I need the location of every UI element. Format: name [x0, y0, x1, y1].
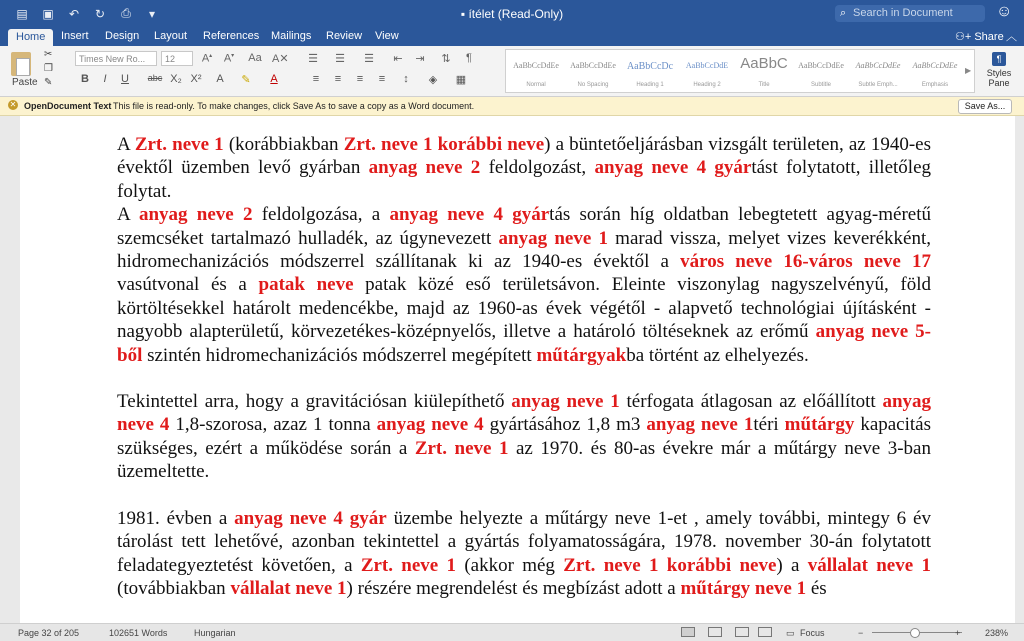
justify-icon[interactable]: ≡: [378, 73, 386, 85]
style-no-spacing[interactable]: AaBbCcDdEe No Spacing: [570, 61, 616, 88]
save-as-button[interactable]: Save As...: [958, 99, 1012, 114]
title-bar: [0, 0, 1024, 27]
redacted-placeholder-text: vállalat neve 1: [230, 577, 347, 599]
outline-view-icon[interactable]: [735, 627, 749, 637]
paragraph[interactable]: [117, 390, 931, 484]
italic-button[interactable]: I: [103, 73, 107, 85]
body-text-run: Tekintettel arra, hogy a gravitációsan kiülepíthető: [117, 391, 512, 413]
body-text-run: ba történt az elhelyezés.: [626, 344, 809, 366]
paste-button[interactable]: Paste: [12, 77, 38, 88]
ribbon: [0, 46, 1024, 97]
body-text-run: (korábbiakban: [223, 134, 344, 155]
font-color-icon[interactable]: A: [270, 73, 278, 85]
collapse-ribbon-icon[interactable]: ︿: [1006, 31, 1017, 43]
document-page[interactable]: [20, 116, 1015, 623]
redacted-placeholder-text: műtárgy: [784, 414, 855, 436]
web-layout-icon[interactable]: [708, 627, 722, 637]
style-normal[interactable]: AaBbCcDdEe Normal: [513, 61, 559, 88]
body-text-run: ) a: [776, 554, 808, 576]
focus-icon[interactable]: ▭: [786, 628, 795, 638]
body-text-run: ) részére megrendelést és megbízást adott a: [346, 577, 681, 599]
tab-review[interactable]: Review: [326, 30, 363, 42]
paragraph[interactable]: [117, 507, 931, 601]
body-text-run: (akkor még: [456, 554, 564, 576]
language[interactable]: Hungarian: [194, 628, 236, 638]
sidebar-icon[interactable]: ▤: [16, 6, 28, 21]
body-text-run: gyártásához 1,8 m3: [483, 414, 647, 436]
highlight-icon[interactable]: ✎: [241, 74, 251, 86]
infobar-message: This file is read-only. To make changes, click Save As to save a copy as a Word document.: [113, 101, 475, 111]
print-icon[interactable]: ⎙: [121, 6, 131, 20]
body-text-run: tás során híg oldatban lebegtetett agyag-méretű szemcséket tartalmazó hulladék, az úgynevezett: [117, 204, 932, 249]
focus-button[interactable]: Focus: [800, 628, 825, 638]
paragraph-spacer: [117, 484, 931, 507]
tab-references[interactable]: References: [203, 30, 260, 42]
draft-view-icon[interactable]: [758, 627, 772, 637]
redacted-placeholder-text: anyag neve 1: [511, 391, 620, 413]
tab-layout[interactable]: Layout: [154, 30, 188, 42]
body-text-run: térfogata átlagosan az előállított: [619, 391, 883, 413]
bullets-icon[interactable]: ☰: [308, 53, 318, 65]
subscript-button[interactable]: X₂: [170, 73, 182, 85]
body-text-run: 1,8-szorosa, azaz 1 tonna: [169, 414, 377, 436]
redacted-placeholder-text: vállalat neve 1: [807, 554, 931, 576]
zoom-out-icon[interactable]: −: [858, 628, 864, 638]
body-text-run: vasútvonal és a: [117, 274, 259, 296]
bold-button[interactable]: B: [81, 73, 89, 85]
status-bar: [0, 623, 1024, 641]
redacted-placeholder-text: anyag neve 5-ből: [117, 321, 931, 366]
tab-mailings[interactable]: Mailings: [271, 30, 312, 42]
body-text-run: feldolgozást,: [480, 157, 595, 179]
change-case-icon[interactable]: Aa: [248, 52, 262, 64]
body-text-run: A: [117, 204, 139, 226]
redacted-placeholder-text: anyag neve 1: [646, 414, 754, 436]
undo-icon[interactable]: ↶: [68, 6, 80, 21]
superscript-button[interactable]: X²: [190, 73, 202, 85]
format-painter-icon[interactable]: ✎: [44, 77, 53, 88]
redacted-placeholder-text: Zrt. neve 1 korábbi neve: [343, 134, 545, 155]
save-icon[interactable]: ▣: [42, 6, 54, 21]
redacted-placeholder-text: Zrt. neve 1: [414, 437, 509, 459]
styles-pane-icon: ¶: [992, 52, 1006, 66]
ribbon-tabs: [0, 27, 1024, 46]
numbering-icon[interactable]: ☰: [335, 53, 345, 65]
font-name-field[interactable]: Times New Ro...: [75, 51, 157, 66]
style-title[interactable]: AaBbC Title: [740, 55, 788, 88]
paragraph-marks-icon[interactable]: ¶: [466, 52, 472, 64]
tab-view[interactable]: View: [375, 30, 399, 42]
body-text-run: tást folytatott, illetőleg folytat.: [117, 157, 932, 202]
share-button[interactable]: ⚇+ Share: [955, 31, 1004, 43]
body-text-run: kapacitás szükséges, ezért a működése során a: [117, 414, 932, 459]
paragraph[interactable]: [117, 203, 931, 367]
sort-icon[interactable]: ⇅: [441, 53, 451, 65]
style-heading-2[interactable]: AaBbCcDdE Heading 2: [685, 61, 729, 88]
borders-icon[interactable]: ▦: [455, 74, 467, 86]
body-text-run: 1981. évben a: [117, 507, 235, 529]
strikethrough-button[interactable]: abc: [147, 73, 163, 83]
tab-design[interactable]: Design: [105, 30, 140, 42]
redacted-placeholder-text: anyag neve 4 gyár: [594, 157, 752, 179]
underline-button[interactable]: U: [121, 73, 129, 85]
style-emphasis[interactable]: AaBbCcDdEe Emphasis: [912, 61, 958, 88]
redacted-placeholder-text: anyag neve 4 gyár: [389, 204, 550, 226]
body-text-run: üzembe helyezte a műtárgy neve 1-et , amely további, mintegy 6 év tárolást tett lehetővé, azonban tekintettel a gyártás folyamatosságára, 1978. november 30-án folytatott feladategyeztetést követően, a: [117, 507, 931, 576]
body-text-run: feldolgozása, a: [252, 204, 390, 226]
gallery-more-icon[interactable]: ▶: [965, 66, 972, 75]
style-subtitle[interactable]: AaBbCcDdEe Subtitle: [798, 61, 844, 88]
align-right-icon[interactable]: ≡: [356, 73, 364, 85]
copy-icon[interactable]: ❐: [44, 63, 53, 74]
text-effects-icon[interactable]: A: [216, 73, 224, 85]
redacted-placeholder-text: anyag neve 4: [117, 391, 932, 436]
multilevel-list-icon[interactable]: ☰: [364, 53, 374, 65]
body-text-run: (továbbiakban: [117, 577, 231, 599]
clear-formatting-icon[interactable]: A✕: [272, 53, 289, 65]
body-text-run: és: [806, 577, 827, 599]
redacted-placeholder-text: anyag neve 1: [498, 227, 608, 249]
redacted-placeholder-text: Zrt. neve 1: [134, 134, 224, 155]
paragraph[interactable]: [117, 133, 931, 203]
read-only-infobar: [0, 97, 1024, 116]
styles-pane-button[interactable]: ¶ Styles Pane: [986, 54, 1012, 88]
cut-icon[interactable]: ✂: [44, 49, 53, 60]
decrease-indent-icon[interactable]: ⇤: [393, 53, 403, 65]
infobar-title: OpenDocument Text: [24, 101, 112, 111]
zoom-slider-handle[interactable]: [910, 628, 920, 638]
shrink-font-icon[interactable]: A▾: [223, 52, 235, 65]
redacted-placeholder-text: Zrt. neve 1 korábbi neve: [563, 554, 777, 576]
body-text-run: téri: [753, 414, 785, 436]
align-left-icon[interactable]: ≡: [312, 73, 320, 85]
styles-gallery: [505, 49, 975, 93]
search-input[interactable]: ⌕ Search in Document: [835, 5, 985, 22]
add-person-icon: ⚇+: [955, 31, 975, 43]
body-text-run: patak közé eső területsávon. Eleinte viszonylag nagyszelvényű, föld körtöltésekkel határolt medencékbe, majd az 1960-as évek végétől - alapvető technológiai újításként - nagyobb alapterületű, körvezetékes-középnyelős, illetve a határoló töltéseknek az erőmű: [117, 274, 931, 343]
redacted-placeholder-text: Zrt. neve 1: [360, 554, 457, 576]
redacted-placeholder-text: anyag neve 2: [368, 157, 481, 179]
page-count[interactable]: Page 32 of 205: [18, 628, 80, 638]
body-text-run: ) a büntetőeljárásban vizsgált területen, az 1940-es évektől üzemben levő gyárban: [117, 134, 932, 179]
style-heading-1[interactable]: AaBbCcDc Heading 1: [626, 61, 674, 88]
feedback-icon[interactable]: ☺: [996, 3, 1013, 20]
body-text-run: A: [117, 134, 135, 155]
document-icon: ▪: [460, 7, 469, 21]
paragraph-spacer: [117, 367, 931, 390]
redacted-placeholder-text: anyag neve 4: [376, 414, 484, 436]
document-title: ▪ ítélet (Read-Only): [460, 7, 564, 21]
body-text-run: szintén hidromechanizációs módszerrel megépített: [142, 344, 537, 366]
close-infobar-icon[interactable]: ✕: [9, 100, 17, 109]
body-text-run: marad vissza, melyet vizes keverékként, hidromechanizációs módszerrel szállítanak ki az 1940-es évektől a: [117, 227, 931, 273]
document-body[interactable]: [117, 133, 931, 600]
redacted-placeholder-text: anyag neve 4 gyár: [234, 507, 387, 529]
tab-insert[interactable]: Insert: [61, 30, 89, 42]
line-spacing-icon[interactable]: ↕: [403, 73, 409, 85]
zoom-in-icon[interactable]: +: [955, 628, 961, 638]
shading-icon[interactable]: ◈: [428, 74, 438, 86]
redacted-placeholder-text: anyag neve 2: [138, 204, 253, 226]
redacted-placeholder-text: város neve 16-város neve 17: [680, 251, 931, 273]
redacted-placeholder-text: műtárgyak: [536, 344, 627, 366]
body-text-run: az 1970. és 80-as évekre már a műtárgy neve 3-ban üzemeltette.: [117, 437, 931, 483]
grow-font-icon[interactable]: A▴: [201, 52, 213, 65]
redacted-placeholder-text: műtárgy neve 1: [680, 577, 807, 599]
increase-indent-icon[interactable]: ⇥: [415, 53, 425, 65]
customize-icon[interactable]: ▾: [148, 6, 156, 21]
tab-home[interactable]: Home: [8, 29, 53, 47]
zoom-level[interactable]: 238%: [985, 628, 1009, 638]
redo-icon[interactable]: ↻: [94, 6, 106, 21]
document-canvas: [0, 116, 1024, 623]
search-icon: ⌕: [840, 7, 847, 19]
word-count[interactable]: 102651 Words: [109, 628, 168, 638]
paste-icon[interactable]: [11, 52, 31, 76]
redacted-placeholder-text: patak neve: [258, 274, 354, 296]
style-subtle-emphasis[interactable]: AaBbCcDdEe Subtle Emph...: [855, 61, 901, 88]
align-center-icon[interactable]: ≡: [334, 73, 342, 85]
font-size-field[interactable]: 12: [161, 51, 193, 66]
print-layout-icon[interactable]: [681, 627, 695, 637]
